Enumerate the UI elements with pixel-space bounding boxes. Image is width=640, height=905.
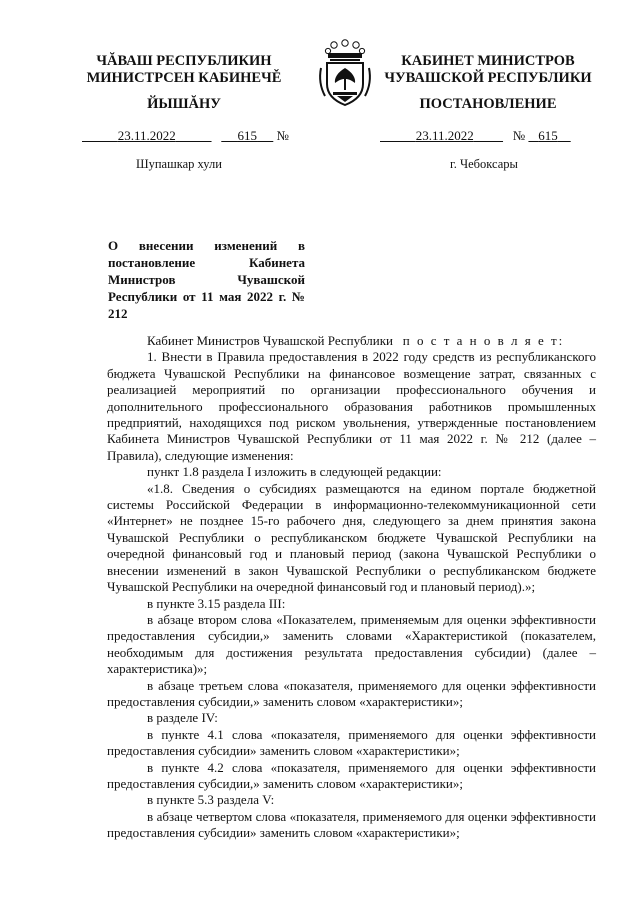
right-date: 23.11.2022 xyxy=(415,128,474,143)
body-paragraph: в пункте 4.1 слова «показателя, применяемого для оценки эффективности предоставления субсидии» заменить словом «характеристики»; xyxy=(107,726,596,759)
body-paragraph: «1.8. Сведения о субсидиях размещаются на едином портале бюджетной системы Российской Федерации в информационно-телекоммуникационной сети «Интернет» не позднее 15-го рабочего дня, следующего за днем принятия закона Чувашской Республики о республиканском бюджете Чувашской Республики на очередной финансовый год и плановый период (закона Чувашской Республики о внесении изменений в закон Чувашской Республики о республиканском бюджете Чувашской Республики на очередной финансовый год и плановый период).»; xyxy=(107,480,596,595)
right-requisites xyxy=(380,128,571,144)
document-subject: О внесении изменений в постановление Кабинета Министров Чувашской Республики от 11 мая 2022 г. № 212 xyxy=(108,238,305,321)
right-header xyxy=(378,53,598,87)
left-requisites xyxy=(82,128,289,144)
body-paragraph: пункт 1.8 раздела I изложить в следующей редакции: xyxy=(147,464,442,480)
right-number-sign: № xyxy=(512,128,526,143)
intro-start: Кабинет Министров Чувашской Республики xyxy=(147,333,393,348)
document-body xyxy=(107,333,596,842)
body-paragraph: в пункте 4.2 слова «показателя, применяемого для оценки эффективности предоставления субсидии,» заменить словом «характеристики»; xyxy=(107,759,596,791)
right-place: г. Чебоксары xyxy=(450,157,518,171)
left-date: 23.11.2022 xyxy=(117,128,176,143)
body-paragraph: в абзаце четвертом слова «показателя, применяемого для оценки эффективности предоставления субсидии» заменить словом «характеристики»; xyxy=(107,808,596,841)
left-number: 615 xyxy=(237,128,258,143)
left-number-sign: № xyxy=(276,128,289,143)
intro-verb: п о с т а н о в л я е т: xyxy=(402,333,565,348)
left-header-line1: ЧĂВАШ РЕСПУБЛИКИН xyxy=(96,53,272,69)
body-paragraph: в абзаце третьем слова «показателя, применяемого для оценки эффективности предоставления субсидии,» заменить словом «характеристики»; xyxy=(107,677,596,709)
left-place: Шупашкар хули xyxy=(136,157,222,171)
right-number: 615 xyxy=(538,128,558,143)
right-header-line2: ЧУВАШСКОЙ РЕСПУБЛИКИ xyxy=(384,70,592,86)
body-paragraph: в разделе IV: xyxy=(147,710,218,726)
chuvash-emblem-icon xyxy=(316,38,374,108)
left-header xyxy=(70,53,298,87)
body-paragraph: в пункте 5.3 раздела V: xyxy=(147,792,275,808)
intro-paragraph xyxy=(107,333,596,349)
right-doc-type: ПОСТАНОВЛЕНИЕ xyxy=(419,96,557,112)
left-doc-type: ЙЫШĂНУ xyxy=(147,96,221,112)
left-header-line2: МИНИСТРСЕН КАБИНЕЧĚ xyxy=(86,70,282,86)
body-paragraph: в пункте 3.15 раздела III: xyxy=(147,595,286,611)
body-paragraph: в абзаце втором слова «Показателем, применяемым для оценки эффективности предоставления субсидии,» заменить словами «Характеристикой (показателем, необходимым для достижения результата предоставления субсидии) (далее – характеристика)»; xyxy=(107,611,596,677)
body-paragraph: 1. Внести в Правила предоставления в 2022 году средств из республиканского бюджета Чувашской Республики на финансовое возмещение затрат, связанных с реализацией мероприятий по организации профессионального обучения и дополнительного профессионального образования работников промышленных предприятий, находящихся под риском увольнения, утвержденные постановлением Кабинета Министров Чувашской Республики от 11 мая 2022 г. № 212 (далее – Правила), следующие изменения: xyxy=(107,349,596,463)
right-header-line1: КАБИНЕТ МИНИСТРОВ xyxy=(401,53,575,69)
